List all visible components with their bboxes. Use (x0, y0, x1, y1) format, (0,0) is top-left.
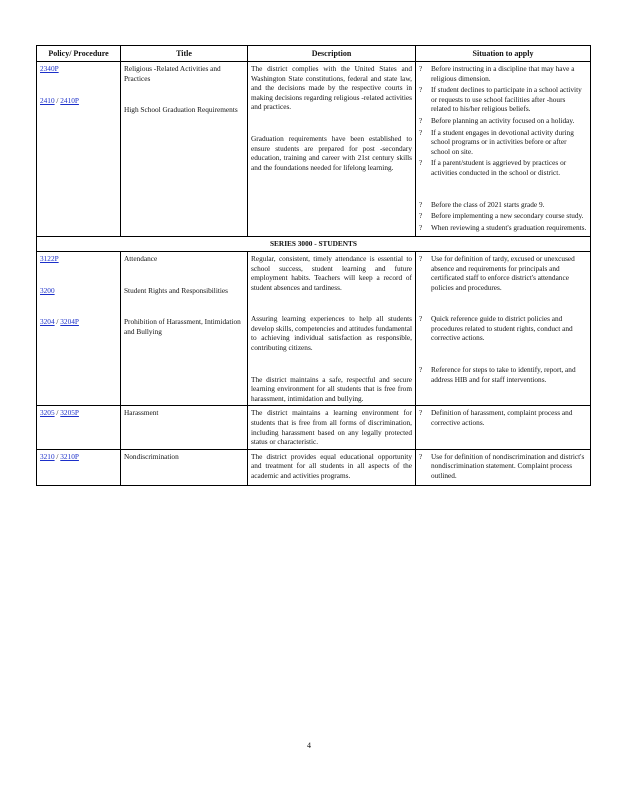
list-item (419, 365, 587, 384)
code-separator: / (54, 408, 61, 418)
situation-text: Reference for steps to take to identify, report, and address HIB and for staff interventions. (431, 365, 576, 384)
list-item (419, 64, 587, 83)
bullet-icon: ? (419, 199, 423, 209)
policy-title: Attendance (124, 253, 158, 263)
policy-link[interactable]: 3210 (40, 451, 55, 461)
policy-table (36, 45, 591, 486)
situation-cell (416, 62, 591, 237)
policy-cell (37, 62, 121, 237)
policy-title: Student Rights and Responsibilities (124, 285, 228, 295)
header-description: Description (248, 46, 416, 62)
policy-link[interactable]: 3210P (60, 451, 79, 461)
situation-bullets (419, 64, 587, 178)
situation-text: When reviewing a student's graduation requirements. (431, 222, 587, 232)
header-policy: Policy/ Procedure (37, 46, 121, 62)
list-item (419, 408, 587, 427)
policy-title: Prohibition of Harassment, Intimidation and Bullying (124, 317, 241, 336)
policy-title: Nondiscrimination (124, 451, 179, 461)
list-item (419, 85, 587, 114)
policy-codes (40, 317, 117, 327)
code-separator: / (54, 95, 61, 105)
list-item (419, 314, 587, 343)
policy-title: Religious -Related Activities and Practices (124, 64, 221, 83)
title-cell (121, 406, 248, 449)
situation-text: Before planning an activity focused on a holiday. (431, 115, 575, 125)
bullet-icon: ? (419, 158, 423, 168)
policy-description: The district maintains a learning environment for students that is free from all forms of discrimination, including harassment based on any legally protected status or characteristic. (251, 408, 412, 447)
policy-link[interactable]: 3200 (40, 285, 55, 295)
policy-cell (37, 251, 121, 406)
policy-link[interactable]: 3205P (60, 408, 79, 418)
table-row (37, 62, 591, 237)
list-item (419, 158, 587, 177)
series-row (37, 237, 591, 252)
bullet-icon: ? (419, 127, 423, 137)
situation-list (419, 200, 587, 233)
policy-cell (37, 449, 121, 485)
bullet-icon: ? (419, 211, 423, 221)
situation-bullets (419, 200, 587, 233)
situation-bullets (419, 314, 587, 343)
page-number: 4 (307, 741, 311, 750)
situation-text: If a parent/student is aggrieved by practices or activities conducted in the school or district. (431, 158, 567, 177)
policy-link[interactable]: 3204P (60, 317, 79, 327)
code-separator: / (54, 317, 61, 327)
policy-title: Harassment (124, 408, 159, 418)
header-title: Title (121, 46, 248, 62)
document-page (36, 45, 590, 486)
policy-link[interactable]: 3122P (40, 253, 59, 263)
situation-list (419, 314, 587, 343)
list-item (419, 128, 587, 157)
situation-list (419, 254, 587, 292)
situation-list (419, 365, 587, 384)
bullet-icon: ? (419, 408, 423, 418)
situation-bullets (419, 452, 587, 481)
situation-text: Definition of harassment, complaint process and corrective actions. (431, 408, 573, 428)
policy-codes (40, 96, 117, 106)
situation-bullets (419, 365, 587, 384)
situation-bullets (419, 408, 587, 427)
bullet-icon: ? (419, 222, 423, 232)
situation-text: Before the class of 2021 starts grade 9. (431, 199, 545, 209)
situation-list (419, 408, 587, 427)
bullet-icon: ? (419, 253, 423, 263)
situation-cell (416, 251, 591, 406)
table-header-row (37, 46, 591, 62)
table-row (37, 406, 591, 449)
situation-cell (416, 406, 591, 449)
policy-link[interactable]: 3204 (40, 317, 55, 327)
description-cell (248, 251, 416, 406)
list-item (419, 211, 587, 221)
policy-codes (40, 408, 117, 418)
title-cell (121, 449, 248, 485)
bullet-icon: ? (419, 365, 423, 375)
bullet-icon: ? (419, 64, 423, 73)
policy-codes (40, 286, 117, 296)
list-item (419, 200, 587, 210)
policy-link[interactable]: 2410 (40, 95, 55, 105)
situation-list (419, 452, 587, 481)
policy-link[interactable]: 2340P (40, 64, 59, 73)
policy-description: Assuring learning experiences to help all students develop skills, competencies and attitudes fundamental to achieving individual satisfaction as responsible, contributing citizens. (251, 314, 412, 353)
situation-text: Before implementing a new secondary course study. (431, 211, 584, 221)
bullet-icon: ? (419, 451, 423, 461)
policy-cell (37, 406, 121, 449)
bullet-icon: ? (419, 314, 423, 324)
list-item (419, 223, 587, 233)
list-item (419, 116, 587, 126)
situation-list (419, 64, 587, 178)
situation-text: Use for definition of tardy, excused or unexcused absence and requirements for principals and certificated staff to enforce district's attendance policies and procedures. (431, 253, 575, 292)
policy-codes (40, 64, 117, 74)
situation-cell (416, 449, 591, 485)
situation-text: Before instructing in a discipline that may have a religious dimension. (431, 64, 575, 83)
code-separator: / (54, 451, 61, 461)
bullet-icon: ? (419, 115, 423, 125)
title-cell (121, 251, 248, 406)
policy-codes (40, 452, 117, 462)
bullet-icon: ? (419, 85, 423, 95)
list-item (419, 254, 587, 292)
policy-description: The district maintains a safe, respectful and secure learning environment for all students that is free from harassment, intimidation and bullying. (251, 374, 412, 403)
description-cell (248, 449, 416, 485)
table-row (37, 251, 591, 406)
policy-description: The district provides equal educational opportunity and treatment for all students in all aspects of the academic and activities programs. (251, 451, 412, 480)
policy-description: Graduation requirements have been established to ensure students are prepared for post -secondary education, training and career with 21st century skills and the foundations needed for lifelong learning. (251, 133, 412, 172)
situation-text: If a student engages in devotional activity during school programs or in activities before or after school on site. (431, 127, 574, 156)
policy-link[interactable]: 2410P (60, 95, 79, 105)
policy-title: High School Graduation Requirements (124, 105, 238, 115)
description-cell (248, 62, 416, 237)
policy-description: The district complies with the United States and Washington State constitutions, federal and state law, and the decisions made by the respective courts in making decisions regarding religious -related activities and practices. (251, 64, 412, 112)
policy-link[interactable]: 3205 (40, 408, 55, 418)
situation-text: Quick reference guide to district policies and procedures related to student rights, conduct and corrective actions. (431, 314, 573, 343)
series-heading: SERIES 3000 - STUDENTS (37, 237, 591, 252)
header-situation: Situation to apply (416, 46, 591, 62)
title-cell (121, 62, 248, 237)
table-row (37, 449, 591, 485)
policy-codes (40, 254, 117, 264)
policy-description: Regular, consistent, timely attendance is essential to school success, student learning and future employment habits. Teachers will keep a record of student absences and tardiness. (251, 253, 412, 292)
situation-bullets (419, 254, 587, 292)
description-cell (248, 406, 416, 449)
situation-text: Use for definition of nondiscrimination and district's nondiscrimination statement. Complaint process outlined. (431, 451, 585, 480)
situation-text: If student declines to participate in a school activity or requests to use school facilities after -hours related to his/her religious beliefs. (431, 85, 582, 114)
list-item (419, 452, 587, 481)
